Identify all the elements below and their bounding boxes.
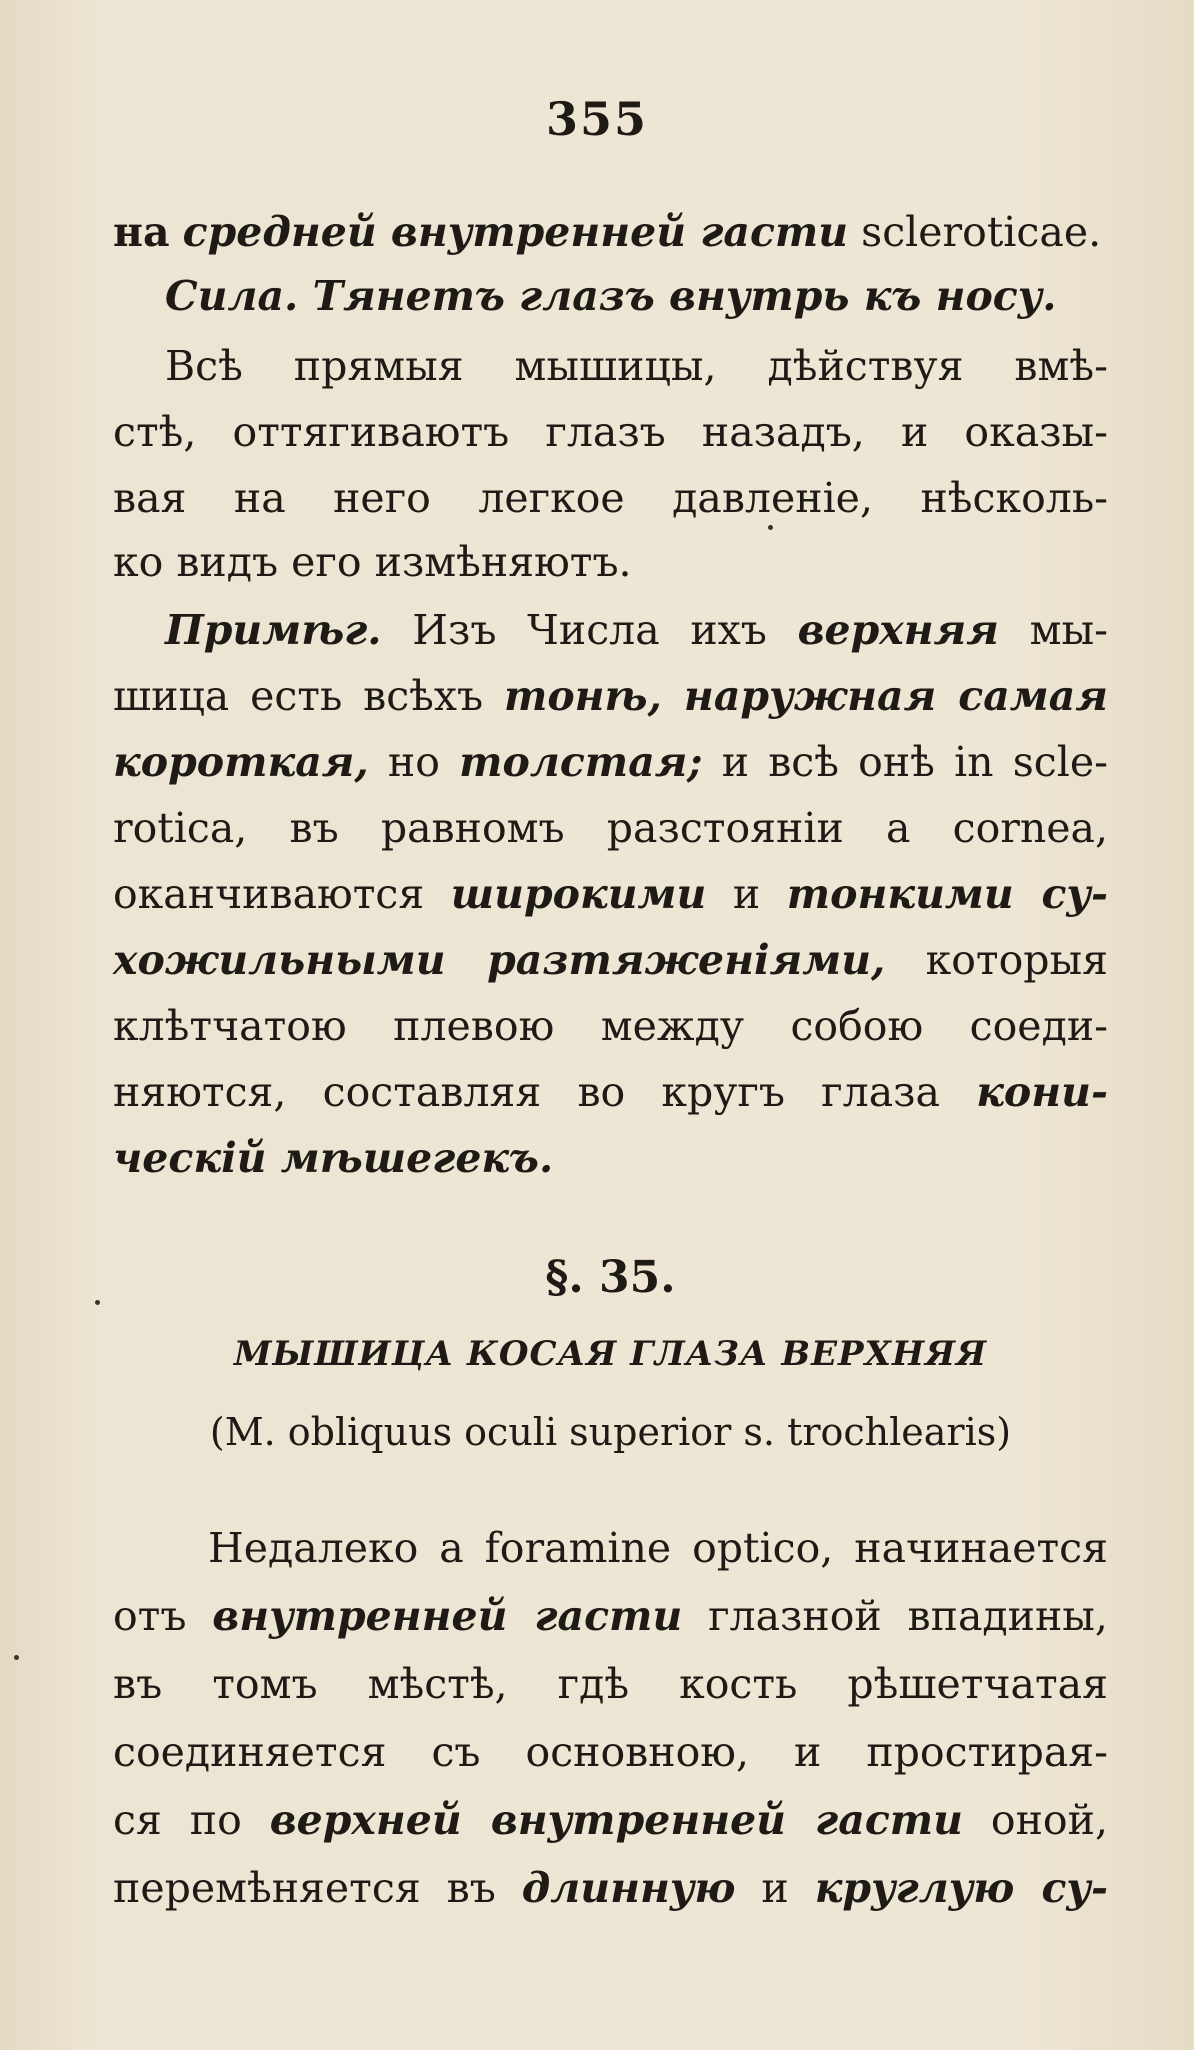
text-line: соединяется съ основною, и простирая-: [113, 1728, 1108, 1776]
section-number: §. 35.: [545, 1252, 676, 1303]
paper-speck: [95, 1300, 100, 1305]
text-line: ко видъ его измѣняютъ.: [113, 538, 632, 586]
note-line: [113, 862, 1108, 926]
text-fragment: отъ: [113, 1592, 187, 1640]
italic-term: средней внутренней гасти: [182, 208, 849, 256]
text-fragment: шица есть всѣхъ: [113, 672, 484, 720]
italic-term: внутренней гасти: [212, 1592, 683, 1640]
text-line: вая на него легкое давленіе, нѣсколь-: [113, 474, 1108, 522]
text-fragment: ся по: [113, 1796, 242, 1844]
text-line: [113, 200, 1108, 264]
text-fragment: перемѣняется въ: [113, 1864, 496, 1912]
italic-term: тонкими су-: [786, 870, 1108, 918]
text-fragment: Изъ Числа ихъ: [412, 606, 767, 654]
page-number: 355: [545, 92, 649, 146]
italic-term: тонѣ, наружная самая: [503, 672, 1108, 720]
action-line: [113, 264, 1108, 328]
text-fragment: и: [732, 870, 761, 918]
text-line: Недалеко a foramine optico, начинается: [208, 1524, 1108, 1572]
note-line: [113, 730, 1108, 794]
text-line: [113, 1584, 1108, 1648]
note-line: [113, 1126, 1108, 1190]
text-fragment: глазной впадины,: [708, 1592, 1108, 1640]
section-title: МЫШИЦА КОСАЯ ГЛАЗА ВЕРХНЯЯ: [233, 1334, 988, 1374]
paper-speck: [14, 1655, 19, 1660]
note-line: [113, 1060, 1108, 1124]
italic-term: кони-: [976, 1068, 1108, 1116]
text-fragment: оной,: [990, 1796, 1108, 1844]
italic-term: хожильными разтяженіями,: [113, 936, 886, 984]
italic-term: круглую су-: [814, 1864, 1108, 1912]
note-line: [113, 664, 1108, 728]
text-fragment: няются, составляя во кругъ глаза: [113, 1068, 940, 1116]
latin-term: scleroticae.: [861, 208, 1102, 256]
note-line: rotica, въ равномъ разстояніи a cornea,: [113, 804, 1108, 852]
italic-term: ческій мѣшегекъ.: [113, 1134, 554, 1182]
text-fragment: и всѣ онѣ in scle-: [721, 738, 1108, 786]
text-line: [113, 1788, 1108, 1852]
note-line: [113, 928, 1108, 992]
italic-term: длинную: [521, 1864, 736, 1912]
italic-term: верхней внутренней гасти: [269, 1796, 963, 1844]
text-fragment: которыя: [925, 936, 1108, 984]
action-text: Сила. Тянетъ глазъ внутрь къ носу.: [165, 272, 1057, 320]
note-line: клѣтчатою плевою между собою соеди-: [113, 1002, 1108, 1050]
note-label: Примѣг.: [165, 606, 382, 654]
text-fragment: оканчиваются: [113, 870, 425, 918]
text-fragment: и: [761, 1864, 789, 1912]
text-line: [113, 1856, 1108, 1920]
text-line: въ томъ мѣстѣ, гдѣ кость рѣшетчатая: [113, 1660, 1108, 1708]
italic-term: верхняя: [797, 606, 999, 654]
note-line: [113, 598, 1108, 662]
paper-speck: [768, 525, 773, 530]
text-fragment: на: [113, 208, 170, 256]
text-line: стѣ, оттягиваютъ глазъ назадъ, и оказы-: [113, 408, 1108, 456]
text-fragment: но: [387, 738, 440, 786]
section-latin-name: (M. obliquus oculi superior s. trochlearis): [209, 1410, 1012, 1454]
italic-term: широкими: [450, 870, 707, 918]
italic-term: толстая;: [459, 738, 703, 786]
text-line: Всѣ прямыя мышицы, дѣйствуя вмѣ-: [165, 342, 1108, 390]
italic-term: короткая,: [113, 738, 369, 786]
text-fragment: мы-: [1029, 606, 1108, 654]
